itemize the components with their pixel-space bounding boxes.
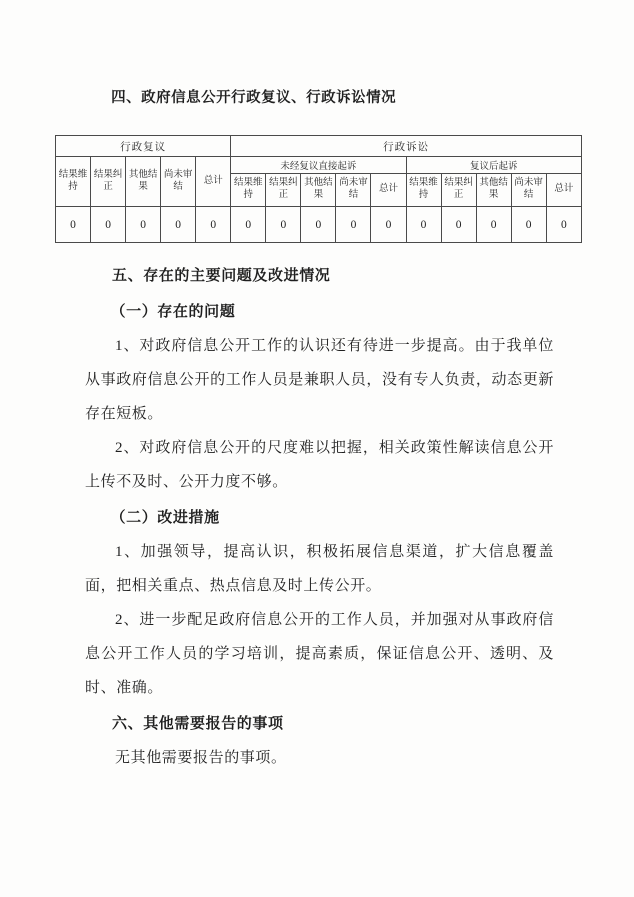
- section5-heading: 五、存在的主要问题及改进情况: [112, 268, 331, 284]
- review-group-header: 行政复议: [56, 136, 231, 157]
- table-col-header: 尚未审结: [511, 174, 546, 207]
- table-value-cell: 0: [196, 207, 231, 243]
- document-body: [85, 259, 554, 775]
- table-col-header: 总计: [196, 157, 231, 207]
- table-col-header: 总计: [371, 174, 406, 207]
- table-value-cell: 0: [476, 207, 511, 243]
- section6-body: 无其他需要报告的事项。: [115, 750, 287, 766]
- section4-heading: 四、政府信息公开行政复议、行政诉讼情况: [111, 90, 397, 106]
- table-col-header: 结果纠正: [91, 157, 126, 207]
- problems-subheading: （一）存在的问题: [110, 304, 236, 320]
- table-col-header: 尚未审结: [161, 157, 196, 207]
- table-value-cell: 0: [161, 207, 196, 243]
- table-col-header: 其他结果: [301, 174, 336, 207]
- table-value-cell: 0: [406, 207, 441, 243]
- measures-subheading: （二）改进措施: [110, 510, 220, 526]
- measure-paragraph-2: 2、进一步配足政府信息公开的工作人员，并加强对从事政府信息公开工作人员的学习培训，提高素质，保证信息公开、透明、及时、准确。: [85, 612, 554, 696]
- table-col-header: 结果维持: [231, 174, 266, 207]
- table-value-cell: 0: [336, 207, 371, 243]
- litigation-group-header: 行政诉讼: [231, 136, 582, 157]
- table-value-cell: 0: [231, 207, 266, 243]
- table-col-header: 尚未审结: [336, 174, 371, 207]
- post-review-suit-subheader: 复议后起诉: [406, 157, 581, 174]
- table-col-header: 结果维持: [406, 174, 441, 207]
- table-col-header: 其他结果: [126, 157, 161, 207]
- table-value-cell: 0: [546, 207, 581, 243]
- measure-paragraph-1: 1、加强领导，提高认识，积极拓展信息渠道，扩大信息覆盖面，把相关重点、热点信息及时上传公开。: [85, 544, 554, 594]
- problem-paragraph-2: 2、对政府信息公开的尺度难以把握，相关政策性解读信息公开上传不及时、公开力度不够。: [85, 440, 554, 490]
- direct-suit-subheader: 未经复议直接起诉: [231, 157, 406, 174]
- review-litigation-table: [55, 135, 582, 243]
- table-value-cell: 0: [91, 207, 126, 243]
- table-col-header: 结果纠正: [441, 174, 476, 207]
- table-col-header: 其他结果: [476, 174, 511, 207]
- table-value-cell: 0: [266, 207, 301, 243]
- table-col-header: 结果纠正: [266, 174, 301, 207]
- table-col-header: 结果维持: [56, 157, 91, 207]
- table-value-cell: 0: [441, 207, 476, 243]
- table-value-cell: 0: [301, 207, 336, 243]
- table-value-cell: 0: [371, 207, 406, 243]
- table-value-cell: 0: [56, 207, 91, 243]
- table-value-cell: 0: [126, 207, 161, 243]
- problem-paragraph-1: 1、对政府信息公开工作的认识还有待进一步提高。由于我单位从事政府信息公开的工作人员是兼职人员，没有专人负责，动态更新存在短板。: [85, 338, 554, 422]
- table-value-cell: 0: [511, 207, 546, 243]
- section6-heading: 六、其他需要报告的事项: [112, 716, 284, 732]
- table-col-header: 总计: [546, 174, 581, 207]
